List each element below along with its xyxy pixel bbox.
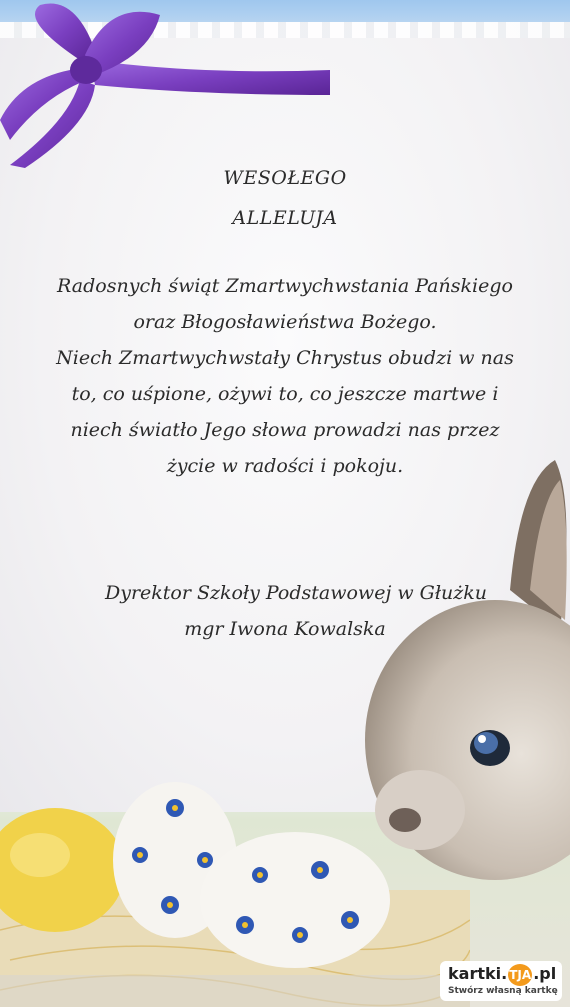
- logo-prefix: kartki.: [448, 964, 508, 983]
- kartki-logo-link[interactable]: [440, 961, 562, 1001]
- wish-line: Niech Zmartwychwstały Chrystus obudzi w nas: [56, 347, 514, 369]
- greeting-line-2: ALLELUJA: [232, 207, 338, 229]
- easter-eggs-icon: [0, 760, 470, 1007]
- greeting-heading: [0, 158, 570, 238]
- logo-badge: TJA: [508, 964, 532, 986]
- signature-title: Dyrektor Szkoły Podstawowej w Głużku: [104, 582, 488, 604]
- wish-line: to, co uśpione, ożywi to, co jeszcze martwe i: [71, 383, 499, 405]
- signature: [0, 575, 570, 647]
- purple-ribbon-icon: [0, 0, 330, 170]
- greeting-line-1: WESOŁEGO: [223, 167, 347, 189]
- wish-line: niech światło Jego słowa prowadzi nas przez: [70, 419, 500, 441]
- wish-line: Radosnych świąt Zmartwychwstania Pańskiego: [57, 275, 513, 297]
- logo-wordmark: [448, 964, 556, 986]
- logo-suffix: .pl: [533, 964, 557, 983]
- signature-name: mgr Iwona Kowalska: [184, 618, 386, 640]
- wish-line: życie w radości i pokoju.: [166, 455, 404, 477]
- wishes-text: [0, 268, 570, 484]
- wish-line: oraz Błogosławieństwa Bożego.: [133, 311, 437, 333]
- logo-tagline: Stwórz własną kartkę: [448, 986, 558, 996]
